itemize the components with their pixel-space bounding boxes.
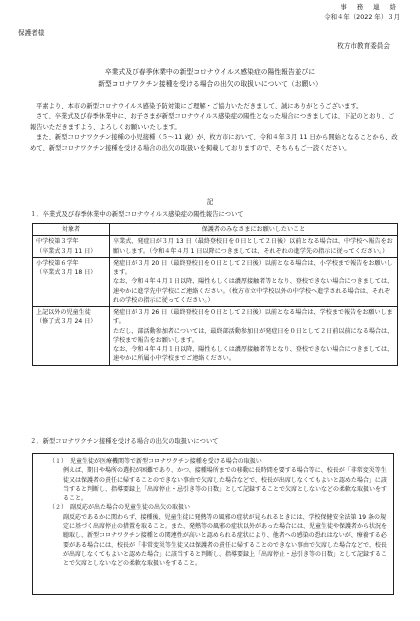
request-text: なお、令和４年４月１日以降、陽性もしくは濃厚接触者等となり、登校できない場合につきましては、速やかに所属小中学校までご連絡ください。 — [113, 346, 394, 363]
table-cell-request — [110, 257, 398, 306]
vaccination-rules-box — [32, 453, 394, 595]
table-cell-target — [33, 307, 110, 366]
request-text: 発症日が３月 20 日（最終登校日を０日として２日後）以前となる場合は、小学校まで報告をお願いします。 — [113, 259, 393, 276]
request-text: 卒業式、発症日が３月 13 日（最終登校日を０日として２日後）以前となる場合は、中学校へ報告をお願いします。（令和４年４月 1 日以降につきましては、それぞれの進学先の指示に従ってください。） — [113, 238, 393, 255]
rule-2-title: （２） 副反応が出た場合の児童生徒の出欠の取扱い — [49, 504, 191, 512]
addressee: 保護者様 — [18, 29, 45, 37]
table-cell-target — [33, 257, 110, 306]
target-date: （卒業式３月 18 日） — [36, 269, 97, 276]
body-paragraph-1: 平素より、本市の新型コロナウイルス感染予防対策にご理解・ご協力いただきまして、誠にありがとうございます。 — [36, 103, 363, 110]
request-text: なお、令和４年４月１日以降、陽性もしくは濃厚接触者等となり、登校できない場合につきましては、速やかに進学先中学校にご連絡ください。（枚方市立中学校以外の中学校へ進学される場合は、それぞれの学校の指示に従ってください。） — [113, 278, 394, 304]
table-header-row — [33, 224, 398, 236]
document-header-right — [280, 3, 400, 23]
ki-marker: 記 — [206, 198, 214, 206]
body-paragraph-3: また、新型コロナワクチン接種の小児接種（５～11 歳）が、枚方市において、令和４年３月 11 日から開始となることから、改めて、新型コロナワクチン接種を受ける場合の出欠の取扱いを掲載しておりますので、そちらもご一読ください。 — [30, 134, 398, 152]
target-date: （修了式３月 24 日） — [36, 318, 97, 326]
target-label: 上記以外の児童生徒 — [36, 309, 91, 316]
table-cell-request — [110, 236, 398, 258]
request-text: 発症日が３月 26 日（最終登校日を０日として２日後）以前となる場合は、学校まで報告をお願いします。 — [113, 309, 393, 326]
rule-1-text: 例えば、期日や場所の選択が困難であり、かつ、接種場所までの移動に長時間を要する場合等に、校長が「非常変災等生徒又は保護者の責任に帰することのできない事由で欠席した場合などで、校長が出席しなくてもよいと認めた場合」に該当すると判断し、指導要録上「出席停止・忌引き等の日数」として記録することで欠席としないなどの柔軟な取扱いをすること。 — [63, 467, 388, 503]
table-header-request: 保護者のみなさまにお願いしたいこと — [110, 224, 398, 236]
body-text — [30, 102, 398, 154]
table-row — [33, 236, 398, 258]
rule-1-title: （１） 児童生徒が医療機関等で新型コロナワクチン接種を受ける場合の取扱い — [49, 458, 262, 465]
target-label: 小学校第６学年 — [36, 259, 79, 267]
title-line-2: 新型コロナワクチン接種を受ける場合の出欠の取扱いについて（お願い） — [98, 79, 322, 88]
table-header-target: 対象者 — [33, 224, 110, 236]
title-line-1: 卒業式及び春季休業中の新型コロナウイルス感染症の陽性報告並びに — [104, 68, 316, 76]
issue-date: 令和４年（2022 年）３月 — [324, 12, 400, 21]
section-1-heading: １．卒業式及び春季休業中の新型コロナウイルス感染症の陽性報告について — [30, 211, 244, 218]
document-type-label: 事 務 連 絡 — [340, 3, 400, 11]
section-2-heading: ２．新型コロナワクチン接種を受ける場合の出欠の取扱いについて — [30, 438, 219, 445]
document-title — [0, 67, 420, 91]
issuer: 枚方市教育委員会 — [337, 42, 390, 50]
table-cell-target — [33, 236, 110, 258]
table-row — [33, 257, 398, 306]
table-row — [33, 307, 398, 366]
target-label: 中学校第３学年 — [36, 238, 79, 246]
request-text: ただし、部活動参加者については、最終部活動参加日が発症日を０日として２日前以前になる場合は、学校まで報告をお願いします。 — [113, 327, 394, 344]
table-cell-request — [110, 307, 398, 366]
body-paragraph-2: さて、卒業式及び春季休業中に、お子さまが新型コロナウイルス感染症の陽性となった場合につきましては、下記のとおり、ご報告いただきますよう、よろしくお願いいたします。 — [30, 113, 395, 131]
rule-2-text: 副反応であるかに関わらず、接種後、児童生徒に発熱等の風邪の症状が見られるときには、学校保健安全法第 19 条の規定に基づく出席停止の措置を取ること。また、発熱等の風邪の症状以外があった場合には、児童生徒や保護者から状況を聴取し、新型コロナワクチン接種との関連性が高いと認められる症状により、他者への感染の恐れはないが、療養する必要がある場合には、校長が「非常変災等生徒又は保護者の責任に帰することのできない事由で欠席した場合などで、校長が出席しなくてもよいと認めた場合」に該当すると判断し、指導要録上「出席停止・忌引き等の日数」として記録することで欠席としないなどの柔軟な取扱いをすること。 — [63, 513, 388, 568]
target-date: （卒業式３月 11 日） — [36, 247, 97, 255]
report-table — [32, 223, 398, 366]
